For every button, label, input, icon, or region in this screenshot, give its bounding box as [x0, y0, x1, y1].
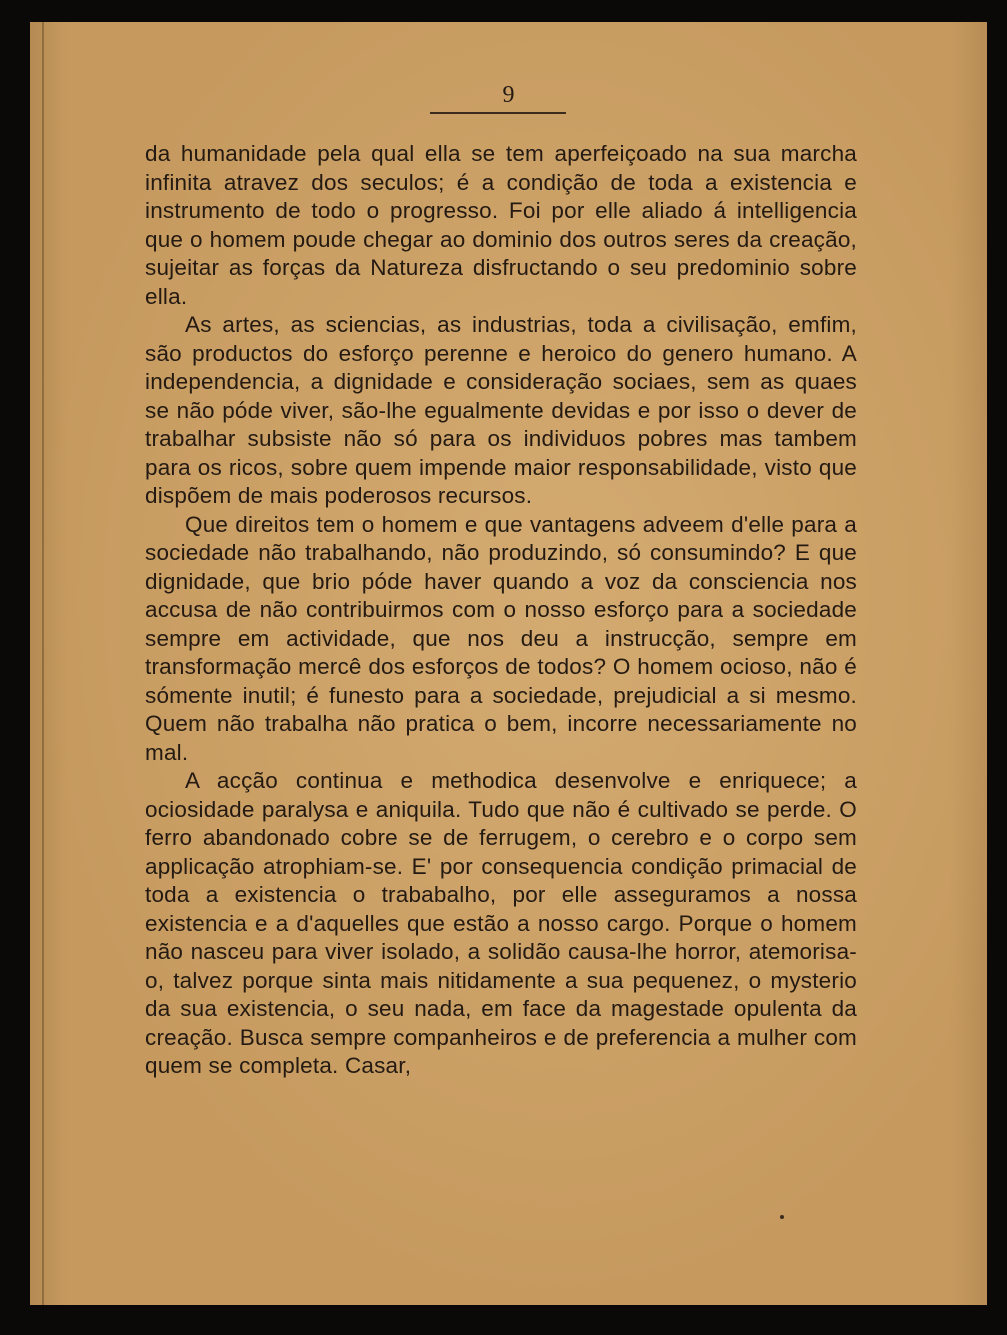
body-text [145, 140, 857, 1081]
page-number: 9 [502, 82, 515, 108]
page-fold-shadow [42, 22, 44, 1305]
book-page [30, 22, 987, 1305]
paragraph-4: A acção continua e methodica desenvolve e enriquece; a ociosidade paralysa e aniquila. Tudo que não é cultivado se perde. O ferro abandonado cobre se de ferrugem, o cerebro e o corpo sem applicação atrophiam-se. E' por consequencia condição primacial de toda a existencia o trababalho, por elle asseguramos a nossa existencia e a d'aquelles que estão a nosso cargo. Porque o homem não nasceu para viver isolado, a solidão causa-lhe horror, atemorisa-o, talvez porque sinta mais nitidamente a sua pequenez, o mysterio da sua existencia, o seu nada, em face da magestade opulenta da creação. Busca sempre companheiros e de preferencia a mulher com quem se completa. Casar, [145, 768, 857, 1078]
ink-speck [780, 1215, 784, 1219]
page-number-rule [430, 112, 566, 114]
paragraph-1: da humanidade pela qual ella se tem aperfeiçoado na sua marcha infinita atravez dos seculos; é a condição de toda a existencia e instrumento de todo o progresso. Foi por elle aliado á intelligencia que o homem poude chegar ao dominio dos outros seres da creação, sujeitar as forças da Natureza disfructando o seu predominio sobre ella. [145, 141, 857, 309]
paragraph-2: As artes, as sciencias, as industrias, toda a civilisação, emfim, são productos do esforço perenne e heroico do genero humano. A independencia, a dignidade e consideração sociaes, sem as quaes se não póde viver, são-lhe egualmente devidas e por isso o dever de trabalhar subsiste não só para os individuos pobres mas tambem para os ricos, sobre quem impende maior responsabilidade, visto que dispõem de mais poderosos recursos. [145, 312, 857, 508]
paragraph-3: Que direitos tem o homem e que vantagens adveem d'elle para a sociedade não trabalhando, não produzindo, só consumindo? E que dignidade, que brio póde haver quando a voz da consciencia nos accusa de não contribuirmos com o nosso esforço para a sociedade sempre em actividade, que nos deu a instrucção, sempre em transformação mercê dos esforços de todos? O homem ocioso, não é sómente inutil; é funesto para a sociedade, prejudicial a si mesmo. Quem não trabalha não pratica o bem, incorre necessariamente no mal. [145, 511, 857, 765]
